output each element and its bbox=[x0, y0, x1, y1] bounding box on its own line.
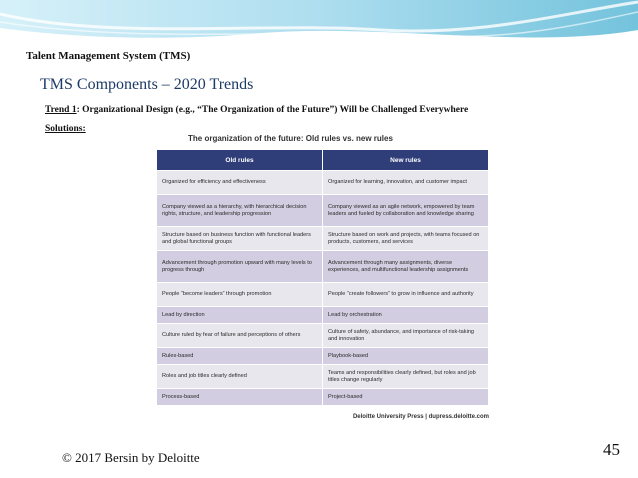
table-row bbox=[157, 324, 489, 348]
column-header-new-rules: New rules bbox=[323, 150, 489, 171]
table-row bbox=[157, 348, 489, 365]
new-rule-cell: Playbook-based bbox=[323, 348, 489, 365]
old-rule-cell: People “become leaders” through promotion bbox=[157, 283, 323, 307]
table-row bbox=[157, 283, 489, 307]
header-wave-decoration bbox=[0, 0, 638, 50]
new-rule-cell: Project-based bbox=[323, 389, 489, 406]
slide-title: TMS Components – 2020 Trends bbox=[40, 76, 254, 93]
new-rule-cell: Structure based on work and projects, with teams focused on products, customers, and services bbox=[323, 227, 489, 251]
header-title: Talent Management System (TMS) bbox=[26, 50, 191, 62]
table-row bbox=[157, 195, 489, 227]
old-rule-cell: Company viewed as a hierarchy, with hierarchical decision rights, structure, and leadership progression bbox=[157, 195, 323, 227]
new-rule-cell: Culture of safety, abundance, and importance of risk-taking and innovation bbox=[323, 324, 489, 348]
figure-source: Deloitte University Press | dupress.deloitte.com bbox=[352, 414, 489, 420]
old-rule-cell: Lead by direction bbox=[157, 307, 323, 324]
page-number: 45 bbox=[603, 440, 620, 459]
old-rule-cell: Organized for efficiency and effectiveness bbox=[157, 171, 323, 195]
new-rule-cell: Advancement through many assignments, diverse experiences, and multifunctional leadership assignments bbox=[323, 251, 489, 283]
table-row bbox=[157, 251, 489, 283]
new-rule-cell: Lead by orchestration bbox=[323, 307, 489, 324]
table-row bbox=[157, 171, 489, 195]
figure-title: The organization of the future: Old rules vs. new rules bbox=[188, 134, 393, 143]
new-rule-cell: People “create followers” to grow in influence and authority bbox=[323, 283, 489, 307]
old-rule-cell: Rules-based bbox=[157, 348, 323, 365]
column-header-old-rules: Old rules bbox=[157, 150, 323, 171]
new-rule-cell: Organized for learning, innovation, and customer impact bbox=[323, 171, 489, 195]
old-rule-cell: Advancement through promotion upward with many levels to progress through bbox=[157, 251, 323, 283]
rules-figure bbox=[154, 132, 495, 424]
table-header-row bbox=[157, 150, 489, 171]
old-rule-cell: Structure based on business function with functional leaders and global functional groups bbox=[157, 227, 323, 251]
table-row bbox=[157, 227, 489, 251]
old-rule-cell: Process-based bbox=[157, 389, 323, 406]
new-rule-cell: Teams and responsibilities clearly defined, but roles and job titles change regularly bbox=[323, 365, 489, 389]
copyright-notice: © 2017 Bersin by Deloitte bbox=[62, 450, 200, 465]
trend-label: Trend 1 bbox=[45, 105, 77, 115]
old-rule-cell: Roles and job titles clearly defined bbox=[157, 365, 323, 389]
solutions-colon: : bbox=[82, 124, 86, 134]
table-row bbox=[157, 389, 489, 406]
old-rule-cell: Culture ruled by fear of failure and perceptions of others bbox=[157, 324, 323, 348]
solutions-label: Solutions bbox=[45, 124, 83, 134]
trend-line bbox=[45, 105, 468, 115]
solutions-line bbox=[45, 124, 86, 134]
table-row bbox=[157, 307, 489, 324]
rules-table bbox=[156, 149, 489, 406]
trend-text: : Organizational Design (e.g., “The Organization of the Future”) Will be Challenged Everywhere bbox=[76, 105, 469, 115]
new-rule-cell: Company viewed as an agile network, empowered by team leaders and fueled by collaboration and knowledge sharing bbox=[323, 195, 489, 227]
table-row bbox=[157, 365, 489, 389]
